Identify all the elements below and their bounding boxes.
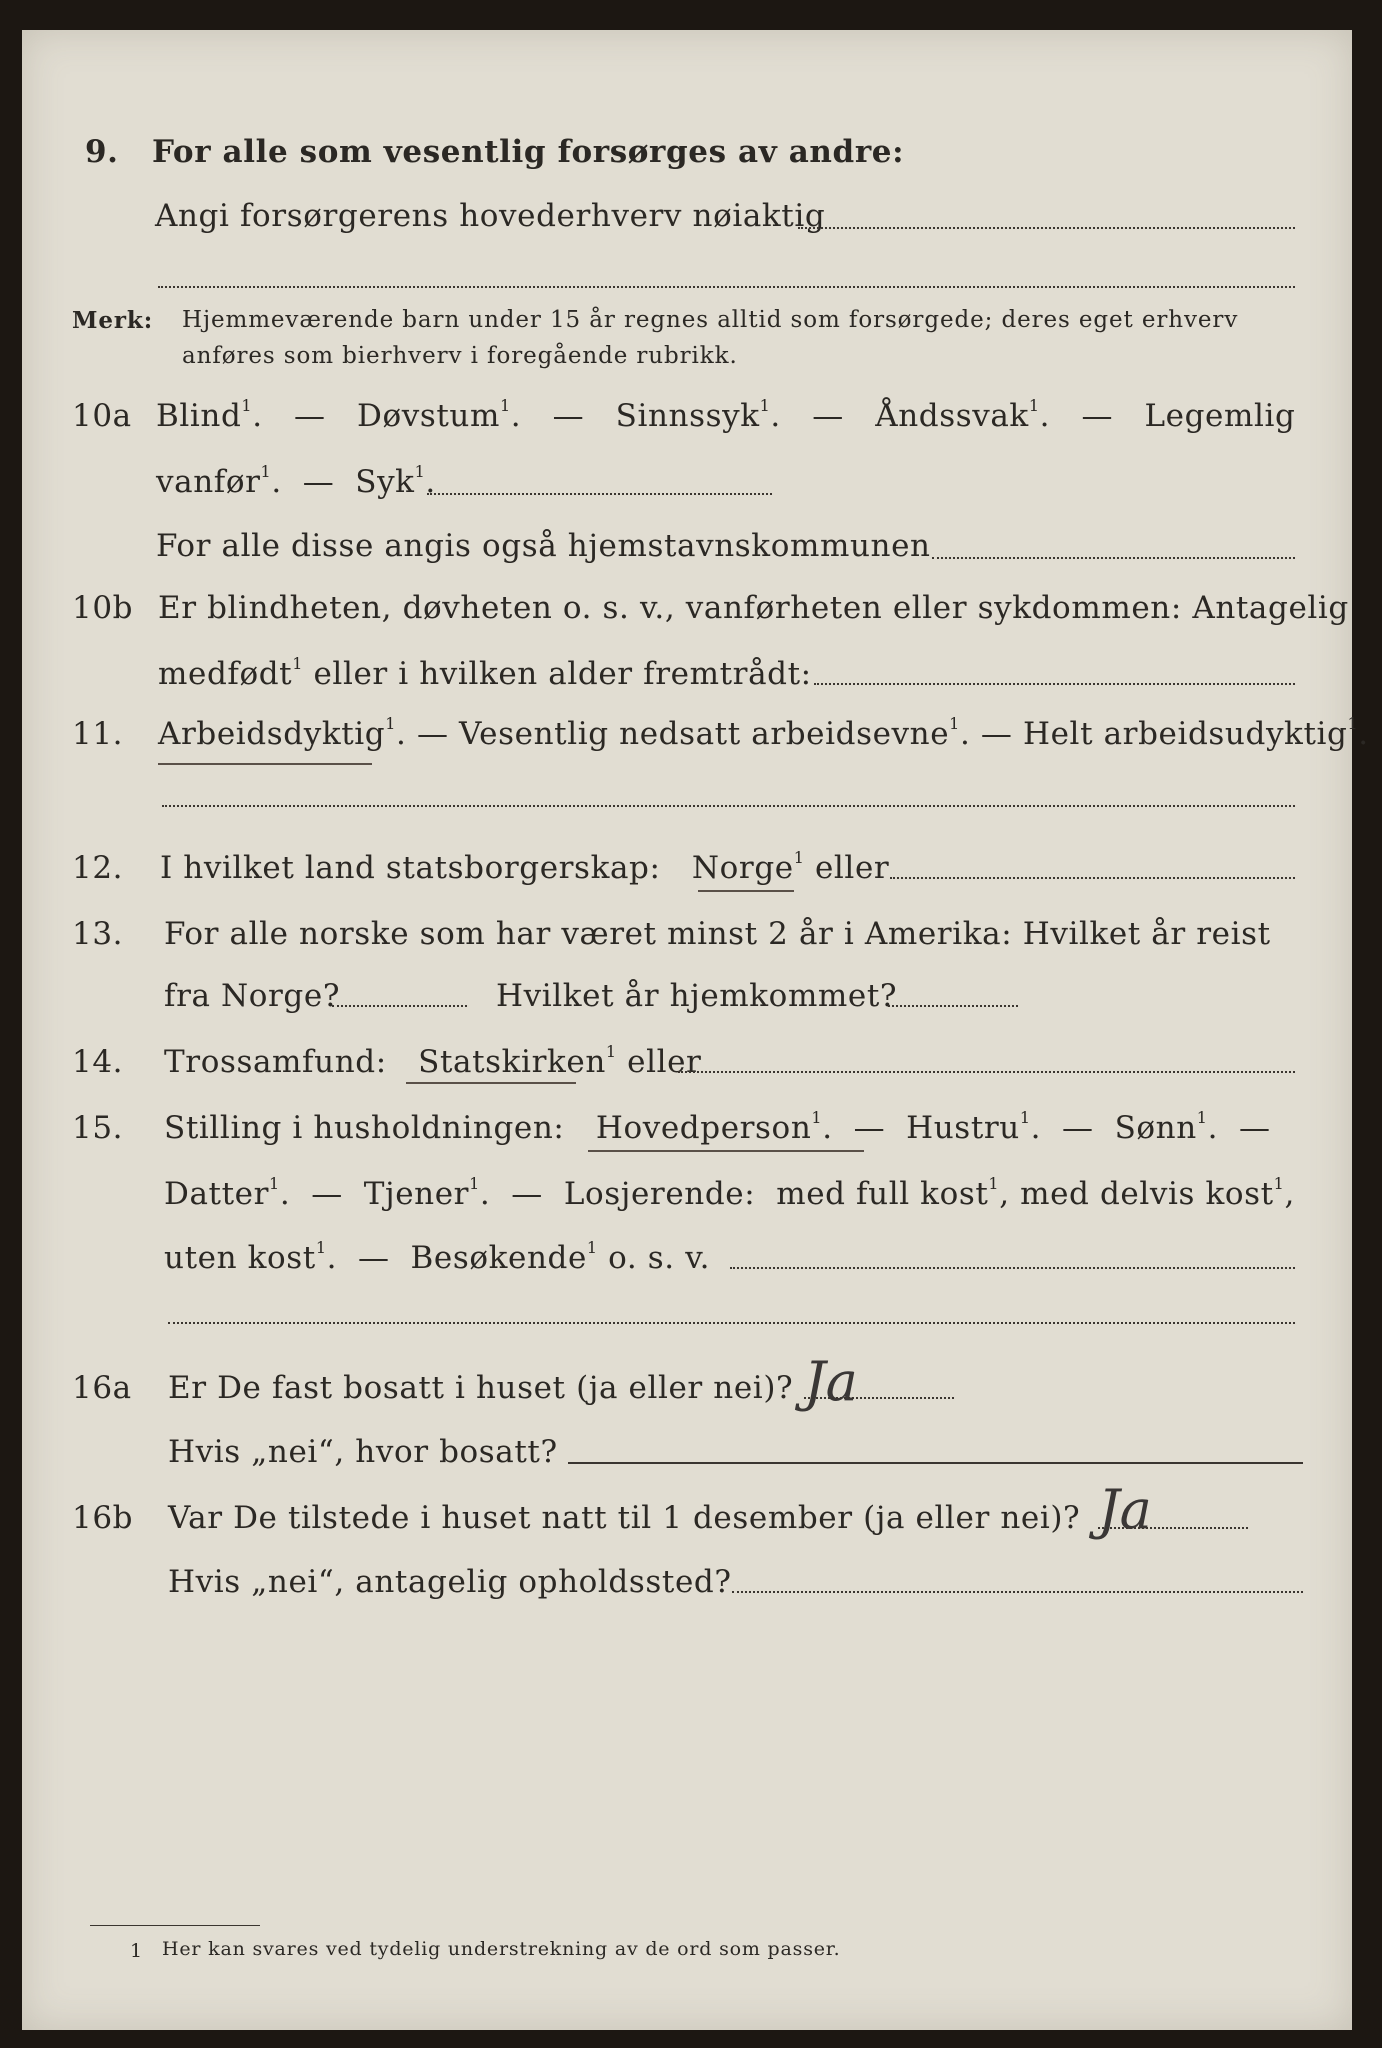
opt-syk[interactable]: Syk: [355, 464, 415, 500]
q16a-number: 16a: [72, 1370, 132, 1406]
q13-hjemkommet-field[interactable]: [888, 1005, 1018, 1007]
q9-number: 9.: [85, 134, 119, 170]
q12-number: 12.: [72, 850, 124, 886]
opt-andssvak[interactable]: Åndssvak: [875, 398, 1029, 434]
opt-besokende[interactable]: Besøkende: [410, 1240, 587, 1276]
q10b-line-2: medfødt$^1$ eller i hvilken alder fremtrådt:: [158, 654, 812, 692]
q10a-number: 10a: [72, 398, 132, 434]
q9-heading: For alle som vesentlig forsørges av andre:: [152, 134, 905, 170]
opt-hustru[interactable]: Hustru: [906, 1110, 1020, 1146]
q10b-alder-field[interactable]: [814, 683, 1295, 685]
q14-trossamfund-field[interactable]: [678, 1071, 1295, 1073]
q11-options: Arbeidsdyktig$^1$. — Vesentlig nedsatt arbeidsevne$^1$. — Helt arbeidsudyktig$^1$.: [158, 714, 1369, 752]
census-form-page: [22, 30, 1369, 2030]
q10a-line-2: vanfør$^1$. — Syk$^1$.: [156, 462, 436, 500]
footnote-text: Her kan svares ved tydelig understrekning av de ord som passer.: [162, 1938, 841, 1960]
opt-medfodt[interactable]: medfødt: [158, 656, 293, 692]
opt-statskirken[interactable]: Statskirken: [418, 1044, 606, 1080]
q16a-hvis-nei: Hvis „nei“, hvor bosatt?: [168, 1434, 558, 1470]
opt-hovedperson[interactable]: Hovedperson: [595, 1110, 812, 1146]
q9-answer-field-2[interactable]: [158, 286, 1295, 288]
q16b-number: 16b: [72, 1500, 134, 1536]
q13-fra-norge: fra Norge?: [164, 978, 341, 1014]
q13-number: 13.: [72, 916, 124, 952]
q14-line: Trossamfund: Statskirken$^1$ eller: [164, 1042, 702, 1080]
opt-sonn[interactable]: Sønn: [1114, 1110, 1197, 1146]
opt-sinnssyk[interactable]: Sinnssyk: [615, 398, 760, 434]
q16b-answer-field[interactable]: [1098, 1527, 1248, 1529]
q10b-line-1: Er blindheten, døvheten o. s. v., vanførheten eller sykdommen: Antagelig: [158, 590, 1349, 626]
q15-line-3: uten kost$^1$. — Besøkende$^1$ o. s. v.: [164, 1238, 711, 1276]
q13-line-1: For alle norske som har været minst 2 år i Amerika: Hvilket år reist: [164, 916, 1271, 952]
q16b-question: Var De tilstede i huset natt til 1 desember (ja eller nei)?: [168, 1500, 1081, 1536]
q13-reist-field[interactable]: [332, 1005, 467, 1007]
q15-stilling-field[interactable]: [730, 1267, 1295, 1269]
q12-line: I hvilket land statsborgerskap: Norge$^1$ eller: [160, 848, 890, 886]
q15-line-1: Stilling i husholdningen: Hovedperson$^1$. — Hustru$^1$. — Sønn$^1$. —: [164, 1108, 1271, 1146]
note-line-2: anføres som bierhverv i foregående rubrikk.: [182, 343, 738, 369]
opt-full-kost[interactable]: med full kost: [776, 1176, 989, 1212]
q15-line-2: Datter$^1$. — Tjener$^1$. — Losjerende: med full kost$^1$, med delvis kost$^1$,: [164, 1174, 1295, 1212]
q9-answer-field[interactable]: [798, 227, 1295, 229]
q14-number: 14.: [72, 1044, 124, 1080]
q15-number: 15.: [72, 1110, 124, 1146]
q11-number: 11.: [72, 716, 124, 752]
q16a-answer-field[interactable]: [804, 1397, 954, 1399]
footnote-divider: [90, 1925, 260, 1926]
q16b-handwritten-answer: Ja: [1098, 1478, 1152, 1541]
q10a-syk-field[interactable]: [427, 493, 772, 495]
q12-land-field[interactable]: [890, 877, 1295, 879]
q16b-hvis-nei: Hvis „nei“, antagelig opholdssted?: [168, 1564, 732, 1600]
q10a-line-3: For alle disse angis også hjemstavnskommunen: [156, 528, 931, 564]
opt-nedsatt-arbeidsevne[interactable]: Vesentlig nedsatt arbeidsevne: [459, 716, 950, 752]
q11-answer-underline: [158, 763, 372, 765]
opt-datter[interactable]: Datter: [164, 1176, 270, 1212]
q10b-number: 10b: [72, 590, 134, 626]
opt-dovstum[interactable]: Døvstum: [357, 398, 500, 434]
q16a-handwritten-answer: Ja: [804, 1350, 858, 1413]
opt-vanfor[interactable]: vanfør: [156, 464, 261, 500]
q13-hjemkommet: Hvilket år hjemkommet?: [496, 978, 898, 1014]
opt-legemlig[interactable]: Legemlig: [1144, 398, 1296, 434]
q11-answer-field[interactable]: [162, 805, 1295, 807]
q9-prompt: Angi forsørgerens hovederhverv nøiaktig: [155, 198, 826, 234]
q16b-opholdssted-field[interactable]: [732, 1591, 1303, 1593]
note-line-1: Hjemmeværende barn under 15 år regnes alltid som forsørgede; deres eget erhverv: [182, 307, 1239, 333]
opt-arbeidsdyktig[interactable]: Arbeidsdyktig: [158, 716, 386, 752]
q16a-bosatt-field[interactable]: [568, 1462, 1303, 1464]
opt-tjener[interactable]: Tjener: [363, 1176, 470, 1212]
opt-norge[interactable]: Norge: [691, 850, 794, 886]
opt-delvis-kost[interactable]: med delvis kost: [1020, 1176, 1274, 1212]
q10a-line-1: Blind$^1$. — Døvstum$^1$. — Sinnssyk$^1$. — Åndssvak$^1$. — Legemlig: [156, 396, 1296, 434]
opt-uten-kost[interactable]: uten kost: [164, 1240, 316, 1276]
note-label: Merk:: [72, 307, 154, 334]
opt-arbeidsudyktig[interactable]: Helt arbeidsudyktig: [1022, 716, 1348, 752]
opt-blind[interactable]: Blind: [156, 398, 242, 434]
footnote-marker: 1: [130, 1940, 143, 1962]
q15-answer-underline: [588, 1150, 864, 1152]
q14-answer-underline: [406, 1082, 576, 1084]
q16a-question: Er De fast bosatt i huset (ja eller nei)?: [168, 1370, 794, 1406]
q10a-hjemstavn-field[interactable]: [932, 557, 1295, 559]
q15-stilling-field-2[interactable]: [168, 1322, 1295, 1324]
q12-answer-underline: [698, 890, 794, 892]
